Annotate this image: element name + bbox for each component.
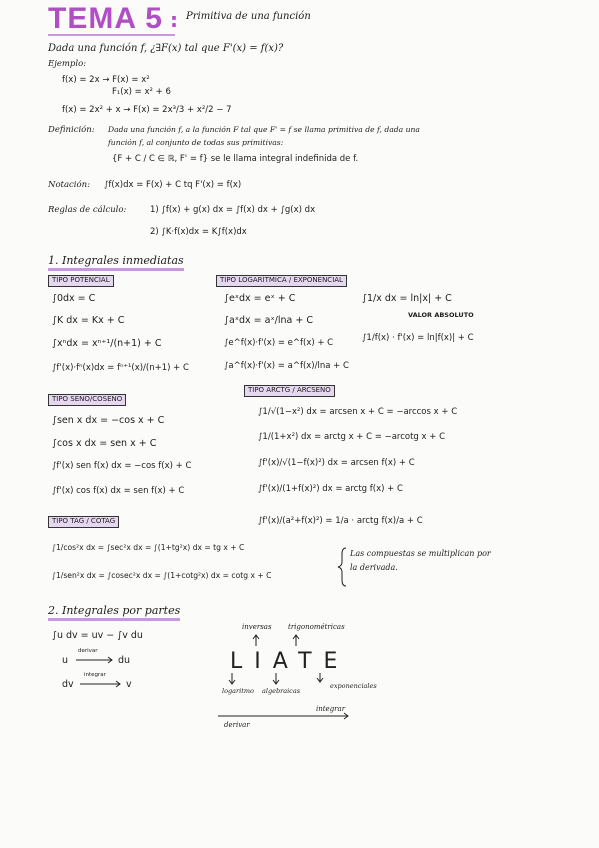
seno-formula-4: ∫f'(x) cos f(x) dx = sen f(x) + C [52, 486, 185, 496]
arctg-formula-3: ∫f'(x)/√(1−f(x)²) dx = arcsen f(x) + C [258, 458, 415, 468]
example-1b: F₁(x) = x² + 6 [112, 87, 171, 97]
liate-algebraicas: algebraicas [262, 687, 301, 695]
parts-v: v [126, 679, 132, 690]
tg-note-line-2: la derivada. [350, 563, 398, 572]
potencial-formula-1: ∫0dx = C [52, 293, 96, 304]
parts-formula: ∫u dv = uv − ∫v du [52, 630, 143, 641]
tg-note-line-1: Las compuestas se multiplican por [350, 549, 491, 558]
definition-line-2: función f, al conjunto de todas sus primitivas: [108, 138, 284, 147]
definition-line-3: {F + C / C ∈ ℝ, F' = f} se le llama integral indefinida de f. [112, 154, 359, 164]
log-formula-4: ∫a^f(x)·f'(x) = a^f(x)/lna + C [224, 361, 349, 371]
liate-inversas: inversas [242, 623, 272, 631]
liate-mnemonic: LIATE [230, 649, 350, 674]
liate-derivar: derivar [224, 721, 250, 729]
potencial-tag: TIPO POTENCIAL [48, 275, 114, 287]
seno-formula-2: ∫cos x dx = sen x + C [52, 438, 157, 449]
rule-2: 2) ∫K·f(x)dx = K∫f(x)dx [150, 227, 247, 237]
seno-tag: TIPO SENO/COSENO [48, 394, 126, 406]
arctg-formula-4: ∫f'(x)/(1+f(x)²) dx = arctg f(x) + C [258, 484, 403, 494]
title-colon: : [170, 8, 178, 32]
parts-du: du [118, 655, 131, 666]
log-tag: TIPO LOGARÍTMICA / EXPONENCIAL [216, 275, 347, 287]
parts-integrar-label: integrar [84, 672, 106, 678]
log-right-formula-2: ∫1/f(x) · f'(x) = ln|f(x)| + C [362, 333, 474, 343]
rule-1: 1) ∫f(x) + g(x) dx = ∫f(x) dx + ∫g(x) dx [150, 205, 316, 215]
section-1-title-text: 1. Integrales inmediatas [48, 254, 184, 271]
example-label: Ejemplo: [48, 59, 87, 69]
arctg-tag: TIPO ARCTG / ARCSENO [244, 385, 335, 397]
notation-label: Notación: [48, 180, 90, 190]
intro-question: Dada una función f, ¿∃F(x) tal que F'(x) = f(x)? [48, 43, 284, 54]
liate-integrar: integrar [316, 705, 346, 713]
tg-formula-2: ∫1/sen²x dx = ∫cosec²x dx = ∫(1+cotg²x) dx = cotg x + C [52, 571, 272, 580]
page-title: TEMA 5 [48, 2, 163, 35]
tg-formula-1: ∫1/cos²x dx = ∫sec²x dx = ∫(1+tg²x) dx = tg x + C [52, 543, 245, 552]
seno-formula-1: ∫sen x dx = −cos x + C [52, 415, 165, 426]
parts-derivar-label: derivar [78, 648, 98, 654]
definition-label: Definición: [48, 125, 95, 135]
potencial-formula-2: ∫K dx = Kx + C [52, 315, 125, 326]
liate-logaritmo: logaritmo [222, 687, 254, 695]
valor-absoluto-note: VALOR ABSOLUTO [408, 311, 474, 319]
rules-label: Reglas de cálculo: [48, 205, 127, 215]
section-2-title-text: 2. Integrales por partes [48, 604, 180, 621]
potencial-formula-3: ∫xⁿdx = xⁿ⁺¹/(n+1) + C [52, 338, 162, 349]
arctg-formula-1: ∫1/√(1−x²) dx = arcsen x + C = −arccos x + C [258, 407, 458, 417]
log-formula-3: ∫e^f(x)·f'(x) = e^f(x) + C [224, 338, 334, 348]
log-right-formula-1: ∫1/x dx = ln|x| + C [362, 293, 452, 304]
notation-formula: ∫f(x)dx = F(x) + C tq F'(x) = f(x) [104, 180, 242, 190]
arctg-formula-5: ∫f'(x)/(a²+f(x)²) = 1/a · arctg f(x)/a + C [258, 516, 423, 526]
log-formula-1: ∫eˣdx = eˣ + C [224, 293, 296, 304]
parts-u: u [62, 655, 69, 666]
page-subtitle: Primitiva de una función [186, 11, 311, 22]
example-2: f(x) = 2x² + x → F(x) = 2x³/3 + x²/2 − 7 [62, 105, 232, 115]
tg-tag: TIPO TAG / COTAG [48, 516, 119, 528]
definition-line-1: Dada una función f, a la función F tal que F' = f se llama primitiva de f, dada una [108, 125, 420, 134]
parts-dv: dv [62, 679, 74, 690]
liate-exponenciales: exponenciales [330, 682, 377, 690]
example-1a: f(x) = 2x → F(x) = x² [62, 75, 150, 85]
arctg-formula-2: ∫1/(1+x²) dx = arctg x + C = −arcotg x + C [258, 432, 446, 442]
log-formula-2: ∫aˣdx = aˣ/lna + C [224, 315, 313, 326]
liate-trigonometricas: trigonométricas [288, 623, 345, 631]
potencial-formula-4: ∫f'(x)·fⁿ(x)dx = fⁿ⁺¹(x)/(n+1) + C [52, 363, 189, 373]
seno-formula-3: ∫f'(x) sen f(x) dx = −cos f(x) + C [52, 461, 192, 471]
